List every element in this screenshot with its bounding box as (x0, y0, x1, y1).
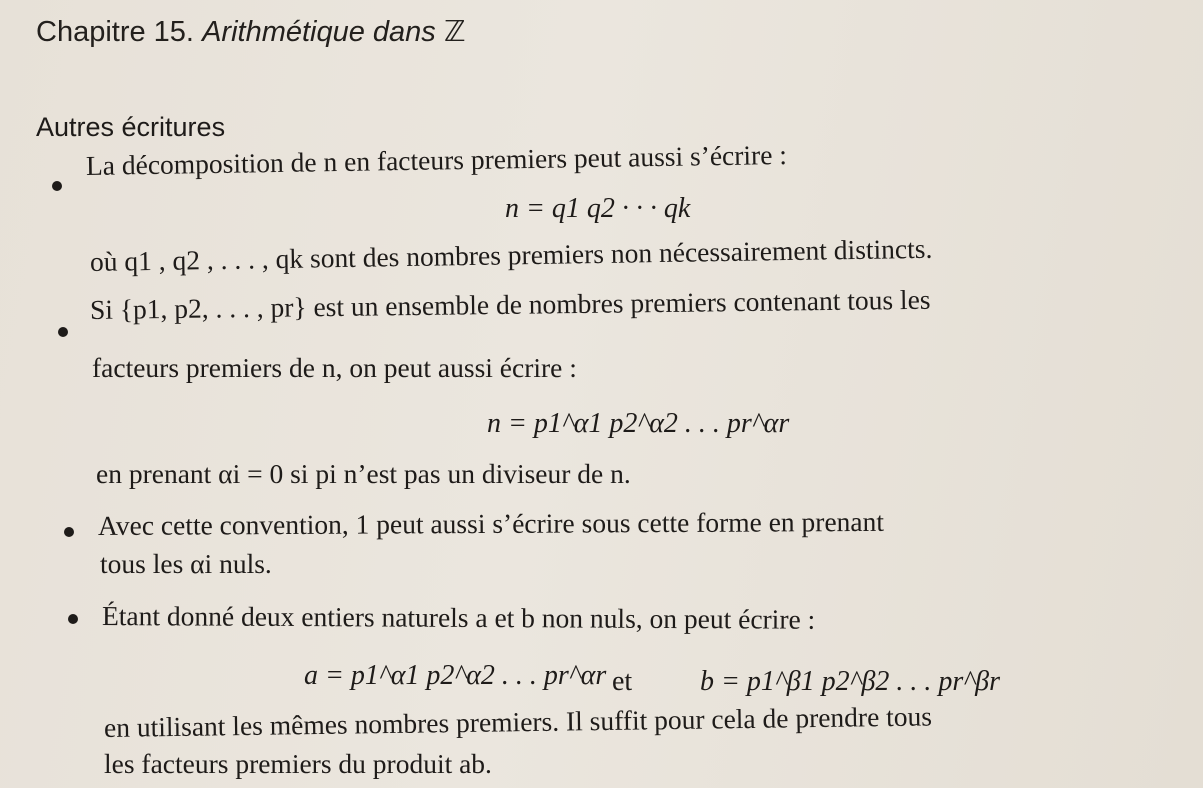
section-title: Autres écritures (36, 112, 226, 142)
item-3-text-b: tous les αi nuls. (100, 548, 272, 579)
chapter-title: Arithmétique dans ℤ (202, 16, 466, 48)
item-2-text-a: Si {p1, p2, . . . , pr} est un ensemble de nombres premiers contenant tous les (89, 283, 931, 325)
item-1-formula: n = q1 q2 · · · qk (505, 193, 691, 224)
item-4-note-a: en utilisant les mêmes nombres premiers. Il suffit pour cela de prendre tous (103, 700, 933, 743)
item-1-note: où q1 , q2 , . . . , qk sont des nombres premiers non nécessairement distincts. (89, 232, 933, 277)
bullet-3 (64, 527, 74, 537)
bullet-1 (52, 181, 62, 191)
item-4-note-b: les facteurs premiers du produit ab. (104, 748, 492, 779)
item-3-text-a: Avec cette convention, 1 peut aussi s’écrire sous cette forme en prenant (97, 505, 885, 541)
chapter-label: Chapitre 15. (36, 16, 194, 48)
bullet-4 (68, 614, 78, 624)
chapter-heading (36, 14, 465, 49)
item-4-formula-a: a = p1^α1 p2^α2 . . . pr^αr (304, 660, 607, 691)
item-4-text: Étant donné deux entiers naturels a et b non nuls, on peut écrire : (101, 600, 816, 635)
item-2-text-b: facteurs premiers de n, on peut aussi écrire : (92, 352, 577, 383)
item-4-formula-b: b = p1^β1 p2^β2 . . . pr^βr (700, 666, 1000, 697)
bullet-2 (58, 327, 68, 337)
item-1-text: La décomposition de n en facteurs premiers peut aussi s’écrire : (85, 138, 788, 181)
item-2-formula: n = p1^α1 p2^α2 . . . pr^αr (487, 408, 790, 439)
item-2-note: en prenant αi = 0 si pi n’est pas un diviseur de n. (96, 458, 631, 489)
item-4-conjunction: et (612, 666, 633, 697)
